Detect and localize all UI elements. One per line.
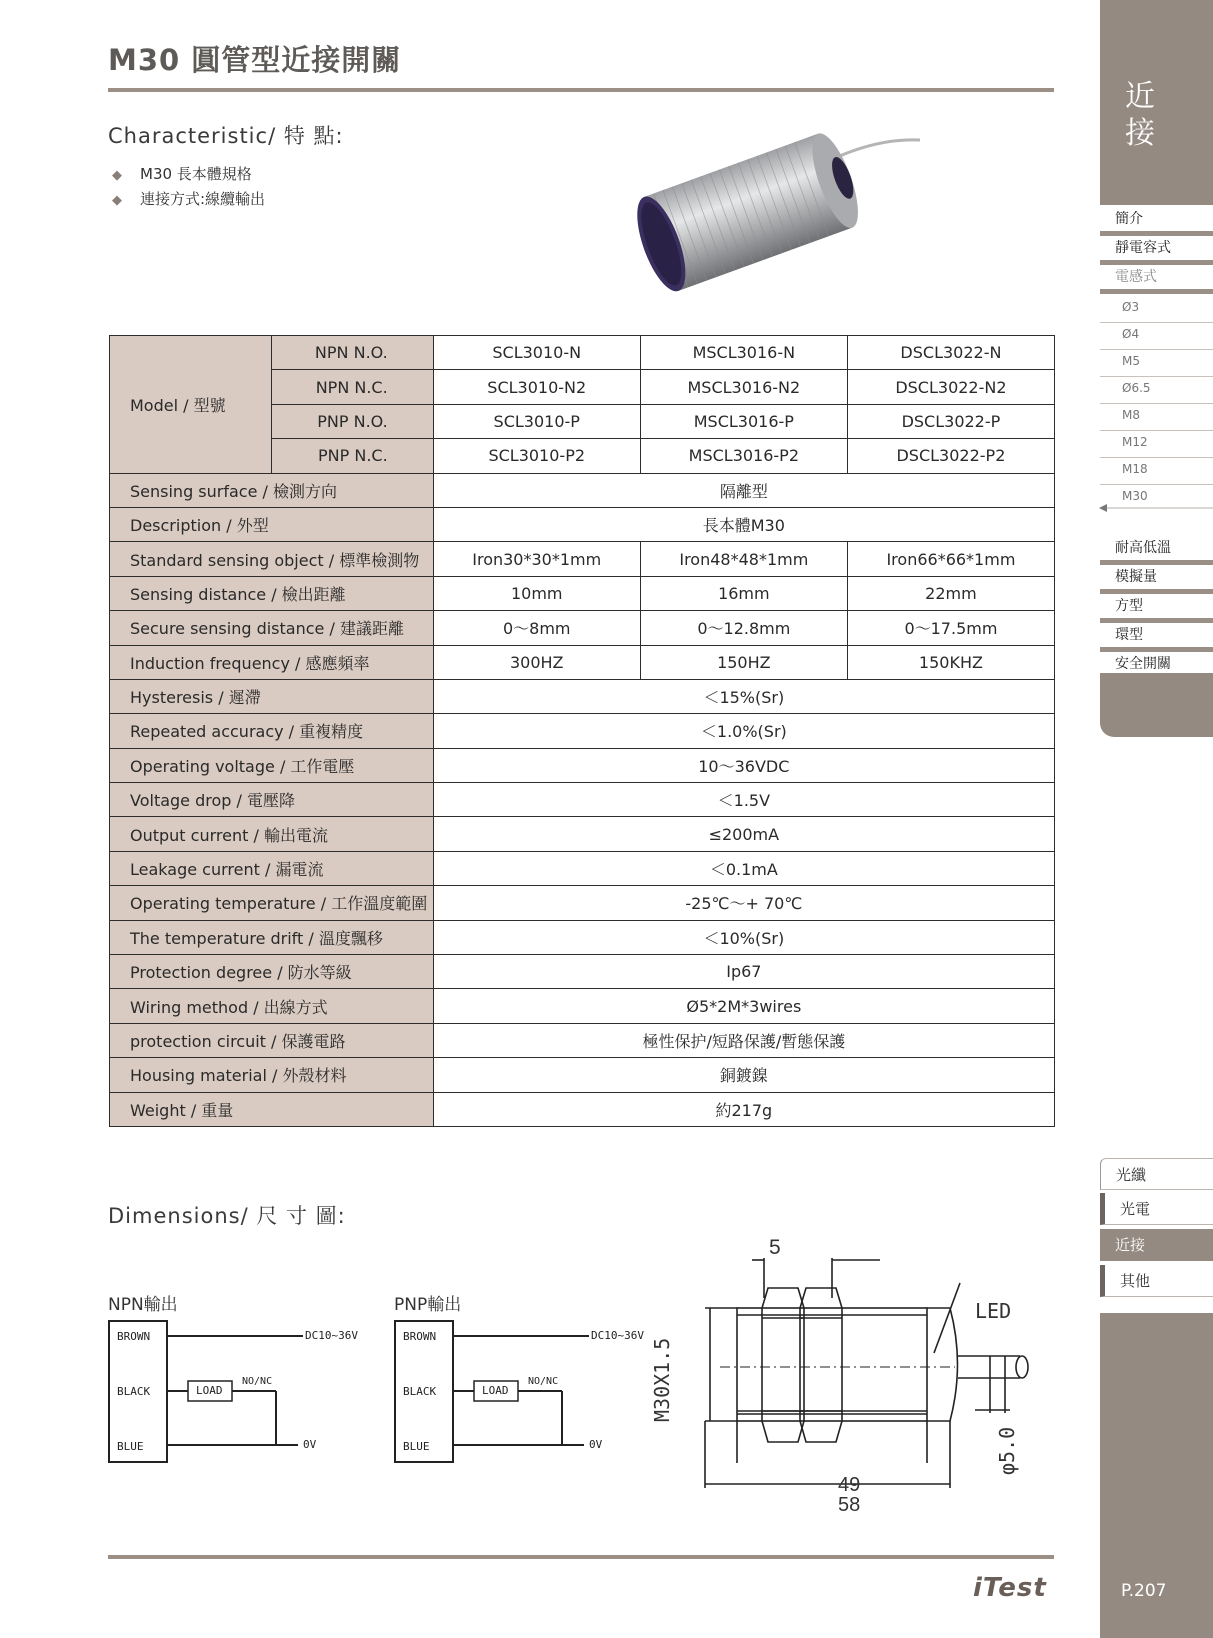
- spec-label: Voltage drop / 電壓降: [110, 783, 434, 817]
- spec-label: Housing material / 外殼材料: [110, 1058, 434, 1092]
- npn-blue-label: BLUE: [117, 1440, 144, 1453]
- sidebar-sub-label: M5: [1122, 354, 1140, 368]
- npn-ov-label: 0V: [303, 1438, 317, 1451]
- model-number: MSCL3016-P2: [640, 439, 847, 473]
- sidebar-item-label: 方型: [1115, 598, 1143, 614]
- sidebar-sub-item[interactable]: [1100, 377, 1213, 404]
- spec-value: 極性保护/短路保護/暫態保護: [433, 1023, 1054, 1057]
- spec-value: Ø5*2M*3wires: [433, 989, 1054, 1023]
- spec-row: [110, 989, 1055, 1023]
- sidebar-nav: [1100, 207, 1213, 294]
- spec-row: [110, 611, 1055, 645]
- spec-value: 10mm: [433, 576, 640, 610]
- spec-label: Sensing surface / 檢測方向: [110, 473, 434, 507]
- spec-row: [110, 817, 1055, 851]
- spec-value: Iron48*48*1mm: [640, 542, 847, 576]
- sidebar-item-inductive[interactable]: [1100, 265, 1213, 294]
- bottom-nav-label: 光纖: [1116, 1166, 1147, 1184]
- sidebar-sub-label: Ø3: [1122, 300, 1140, 314]
- footer-rule: [108, 1555, 1054, 1559]
- pnp-black-label: BLACK: [403, 1385, 437, 1398]
- bottom-nav-fiber[interactable]: [1100, 1158, 1213, 1190]
- sidebar-nav-lower: [1100, 536, 1213, 681]
- spec-value: 22mm: [847, 576, 1054, 610]
- spec-value: ＜15%(Sr): [433, 679, 1054, 713]
- sidebar-lower-block: [1100, 673, 1213, 737]
- spec-label: Operating temperature / 工作溫度範圍: [110, 886, 434, 920]
- sidebar-item-temp[interactable]: [1100, 536, 1213, 565]
- npn-nonc-label: NO/NC: [242, 1376, 273, 1387]
- spec-value: Ip67: [433, 955, 1054, 989]
- sidebar-item-square[interactable]: [1100, 594, 1213, 623]
- length-58-label: 58: [838, 1494, 861, 1516]
- sidebar-item-analog[interactable]: [1100, 565, 1213, 594]
- spec-value: 長本體M30: [433, 507, 1054, 541]
- sidebar-sub-item[interactable]: [1100, 458, 1213, 485]
- spec-value: 0～8mm: [433, 611, 640, 645]
- characteristic-heading: Characteristic/ 特 點:: [108, 124, 344, 148]
- bullet-text: 連接方式:線纜輸出: [140, 190, 266, 208]
- length-49-label: 49: [838, 1474, 861, 1496]
- output-type: PNP N.O.: [271, 404, 433, 438]
- sidebar-subnav: [1100, 296, 1213, 511]
- led-label: LED: [975, 1299, 1012, 1323]
- spec-label: The temperature drift / 溫度飄移: [110, 920, 434, 954]
- pnp-ov-label: 0V: [589, 1438, 603, 1451]
- title-rule: [108, 88, 1054, 92]
- npn-black-label: BLACK: [117, 1385, 151, 1398]
- spec-value: ≤200mA: [433, 817, 1054, 851]
- sidebar-item-label: 耐高低溫: [1115, 540, 1171, 556]
- spec-label: Repeated accuracy / 重複精度: [110, 714, 434, 748]
- spec-row: [110, 645, 1055, 679]
- sidebar-item-label: 模擬量: [1115, 569, 1157, 585]
- spec-row: [110, 783, 1055, 817]
- sidebar-sub-item[interactable]: [1100, 350, 1213, 377]
- spec-row: [110, 542, 1055, 576]
- cable-diameter-label: φ5.0: [995, 1426, 1019, 1475]
- bottom-nav-other[interactable]: [1100, 1265, 1213, 1297]
- pnp-blue-label: BLUE: [403, 1440, 430, 1453]
- npn-load-label: LOAD: [196, 1384, 223, 1397]
- spec-value: 0～17.5mm: [847, 611, 1054, 645]
- spec-value: 10～36VDC: [433, 748, 1054, 782]
- spec-label: Hysteresis / 遲滯: [110, 679, 434, 713]
- model-number: DSCL3022-P: [847, 404, 1054, 438]
- sidebar-item-label: 簡介: [1115, 211, 1143, 227]
- sidebar-item-label: 環型: [1115, 627, 1143, 643]
- npn-brown-label: BROWN: [117, 1330, 151, 1343]
- model-number: MSCL3016-P: [640, 404, 847, 438]
- model-number: MSCL3016-N2: [640, 370, 847, 404]
- model-number: DSCL3022-N: [847, 336, 1054, 370]
- spec-value: 150KHZ: [847, 645, 1054, 679]
- diamond-icon: ◆: [112, 168, 122, 183]
- model-row: [110, 336, 1055, 370]
- spec-value: 150HZ: [640, 645, 847, 679]
- spec-row: [110, 507, 1055, 541]
- spec-value: 0～12.8mm: [640, 611, 847, 645]
- spec-label: Weight / 重量: [110, 1092, 434, 1126]
- bottom-nav-proximity[interactable]: [1100, 1229, 1213, 1261]
- sidebar-sub-item[interactable]: [1100, 323, 1213, 350]
- spec-row: [110, 1058, 1055, 1092]
- pnp-nonc-label: NO/NC: [528, 1376, 559, 1387]
- model-number: SCL3010-P2: [433, 439, 640, 473]
- spec-label: Protection degree / 防水等級: [110, 955, 434, 989]
- spec-row: [110, 886, 1055, 920]
- sidebar-category-tab: [1120, 78, 1160, 152]
- spec-row: [110, 1092, 1055, 1126]
- page-number: P.207: [1121, 1581, 1167, 1601]
- npn-dc-label: DC10~36V: [305, 1329, 358, 1342]
- sidebar-sub-item[interactable]: [1100, 431, 1213, 458]
- sidebar-sub-label: M30: [1122, 489, 1148, 503]
- spec-row: [110, 920, 1055, 954]
- sidebar-item-label: 靜電容式: [1115, 240, 1171, 256]
- page-title: M30 圓管型近接開關: [108, 43, 402, 77]
- model-label: Model / 型號: [110, 336, 272, 474]
- output-type: NPN N.C.: [271, 370, 433, 404]
- dimension-drawing: [680, 1228, 1060, 1528]
- spec-label: Standard sensing object / 標準檢測物: [110, 542, 434, 576]
- brand-logo: iTest: [973, 1573, 1047, 1603]
- spec-label: Output current / 輸出電流: [110, 817, 434, 851]
- model-number: SCL3010-N2: [433, 370, 640, 404]
- sidebar-item-ring[interactable]: [1100, 623, 1213, 652]
- spec-label: Induction frequency / 感應頻率: [110, 645, 434, 679]
- spec-value: Iron66*66*1mm: [847, 542, 1054, 576]
- spec-value: -25℃～+ 70℃: [433, 886, 1054, 920]
- spec-row: [110, 576, 1055, 610]
- sidebar-item-capacitive[interactable]: [1100, 236, 1213, 265]
- tab-char: 接: [1125, 116, 1155, 151]
- spec-label: Description / 外型: [110, 507, 434, 541]
- nut-width-label: 5: [769, 1236, 781, 1259]
- bottom-nav-label: 光電: [1120, 1200, 1151, 1218]
- output-type: NPN N.O.: [271, 336, 433, 370]
- spec-value: ＜0.1mA: [433, 851, 1054, 885]
- diamond-icon: ◆: [112, 193, 122, 208]
- active-arrow-icon: [1099, 498, 1213, 508]
- sidebar-sub-item[interactable]: [1100, 404, 1213, 431]
- spec-label: Secure sensing distance / 建議距離: [110, 611, 434, 645]
- spec-row: [110, 1023, 1055, 1057]
- spec-value: 16mm: [640, 576, 847, 610]
- sidebar-sub-label: M18: [1122, 462, 1148, 476]
- spec-label: Operating voltage / 工作電壓: [110, 748, 434, 782]
- bottom-nav-photo[interactable]: [1100, 1193, 1213, 1225]
- npn-title: NPN輸出: [108, 1295, 178, 1315]
- sidebar-item-label: 安全開關: [1115, 656, 1171, 672]
- model-number: SCL3010-N: [433, 336, 640, 370]
- bullet-item: [112, 188, 265, 209]
- model-number: SCL3010-P: [433, 404, 640, 438]
- spec-value: 300HZ: [433, 645, 640, 679]
- spec-value: ＜10%(Sr): [433, 920, 1054, 954]
- sidebar-sub-item[interactable]: [1100, 296, 1213, 323]
- bottom-nav-label: 其他: [1120, 1272, 1151, 1290]
- model-number: MSCL3016-N: [640, 336, 847, 370]
- bullet-text: M30 長本體規格: [140, 165, 252, 183]
- bullet-item: [112, 163, 252, 184]
- output-type: PNP N.C.: [271, 439, 433, 473]
- spec-row: [110, 748, 1055, 782]
- spec-value: ＜1.5V: [433, 783, 1054, 817]
- spec-row: [110, 851, 1055, 885]
- sidebar-sub-label: Ø4: [1122, 327, 1140, 341]
- model-number: DSCL3022-P2: [847, 439, 1054, 473]
- sidebar-item-intro[interactable]: [1100, 207, 1213, 236]
- pnp-dc-label: DC10~36V: [591, 1329, 644, 1342]
- spec-row: [110, 955, 1055, 989]
- spec-table: [109, 335, 1055, 1127]
- tab-char: 近: [1125, 79, 1155, 114]
- spec-label: Leakage current / 漏電流: [110, 851, 434, 885]
- spec-label: Sensing distance / 檢出距離: [110, 576, 434, 610]
- pnp-brown-label: BROWN: [403, 1330, 437, 1343]
- spec-label: Wiring method / 出線方式: [110, 989, 434, 1023]
- spec-value: ＜1.0%(Sr): [433, 714, 1054, 748]
- thread-label: M30X1.5: [650, 1337, 674, 1422]
- model-number: DSCL3022-N2: [847, 370, 1054, 404]
- pnp-load-label: LOAD: [482, 1384, 509, 1397]
- spec-value: 隔離型: [433, 473, 1054, 507]
- spec-value: Iron30*30*1mm: [433, 542, 640, 576]
- spec-value: 約217g: [433, 1092, 1054, 1126]
- product-image: [620, 108, 940, 308]
- spec-label: protection circuit / 保護電路: [110, 1023, 434, 1057]
- spec-row: [110, 714, 1055, 748]
- spec-value: 銅鍍鎳: [433, 1058, 1054, 1092]
- sidebar-item-label: 電感式: [1115, 269, 1157, 285]
- bottom-nav-label: 近接: [1115, 1236, 1146, 1254]
- sidebar-sub-label: Ø6.5: [1122, 381, 1151, 395]
- spec-row: [110, 679, 1055, 713]
- spec-row: [110, 473, 1055, 507]
- sidebar-sub-label: M8: [1122, 408, 1140, 422]
- sidebar-sub-label: M12: [1122, 435, 1148, 449]
- pnp-title: PNP輸出: [394, 1295, 462, 1315]
- dimensions-heading: Dimensions/ 尺 寸 圖:: [108, 1204, 346, 1228]
